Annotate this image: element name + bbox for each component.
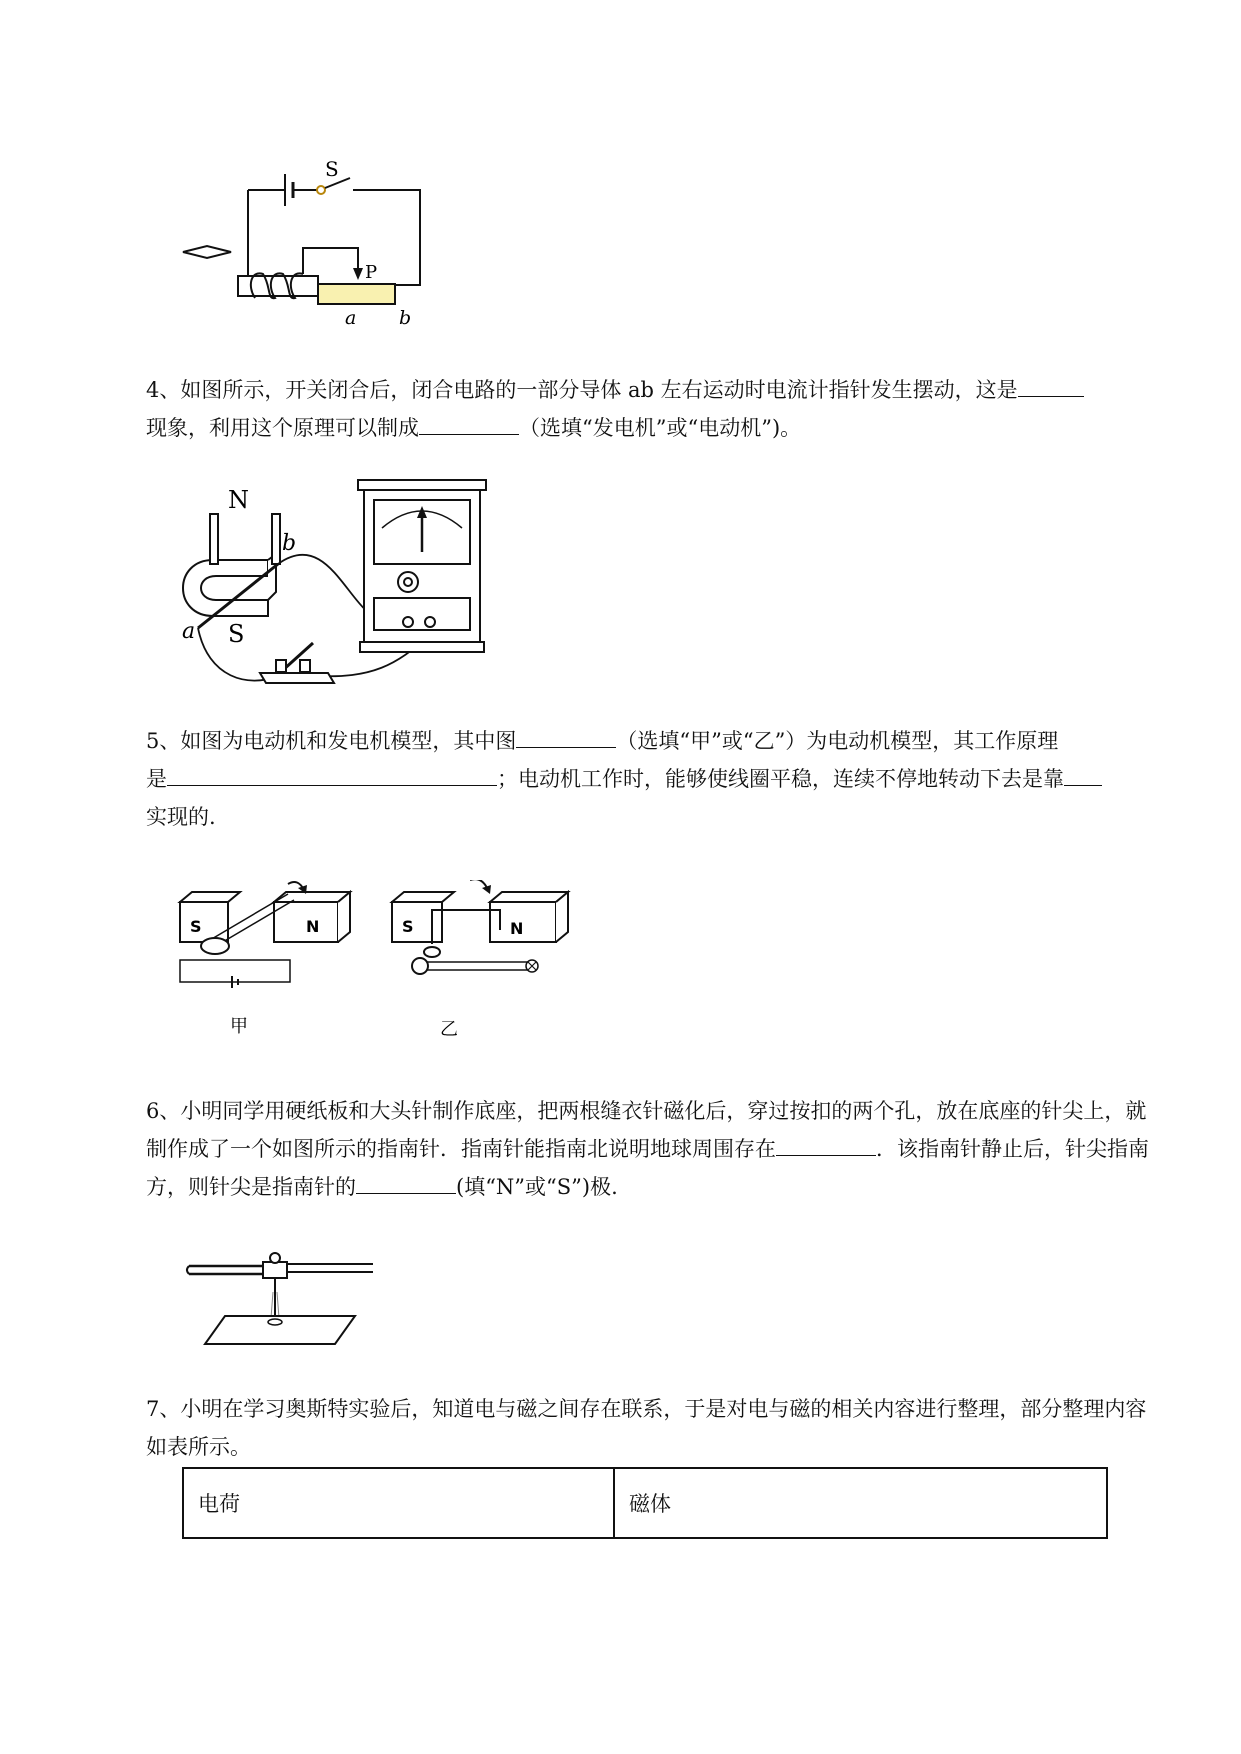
caption-yi: 乙 [440,1019,458,1040]
generator-pole-n: N [510,919,524,938]
q5-text-2: （选填“甲”或“乙”）为电动机模型，其工作原理 [616,729,1059,753]
terminal-left [403,617,413,627]
galvanometer-top [358,480,486,490]
q5-text-4: ；电动机工作时，能够使线圈平稳，连续不停地转动下去是靠 [497,767,1064,791]
q6-text-1: 6、小明同学用硬纸板和大头针制作底座，把两根缝衣针磁化后，穿过按扣的两个孔，放在底座的针尖上，就制作成了一个如图所示的指南针．指南针能指南北说明地球周围存在 [146,1099,1147,1161]
table-row [183,1468,1107,1538]
q5-text-3: 是 [146,767,167,791]
q5-blank-2[interactable] [167,761,497,786]
question-7 [146,1390,1150,1466]
q6-compass-figure [185,1248,375,1348]
end-b-label: b [282,531,297,556]
generator-pole-s: S [402,917,414,936]
q3-circuit-svg [175,160,445,330]
table-cell-charge: 电荷 [183,1468,614,1538]
magnet-n-label: N [228,486,249,514]
q4-text-3: （选填“发电机”或“电动机”)。 [519,416,802,440]
knife-switch-base [260,673,334,683]
motor-pole-n: N [306,917,320,936]
q5-blank-1[interactable] [516,723,616,748]
compass-needle [183,246,231,258]
q7-table [182,1467,1108,1539]
q6-blank-2[interactable] [356,1169,456,1194]
slider-arrow [353,268,363,280]
caption-jia: 甲 [230,1016,248,1037]
terminal-right [425,617,435,627]
q4-induction-svg [168,478,498,698]
q6-text-3: (填“N”或“S”)极. [456,1175,618,1199]
question-4 [146,371,1150,447]
snap-button [263,1262,287,1278]
slider-label: P [365,262,378,283]
table-cell-magnet: 磁体 [614,1468,1107,1538]
needle-right [285,1264,373,1272]
magnet-s-label: S [228,620,245,648]
q6-text-2: ．该指南针静止后，针尖指南方，则针尖是指南针的 [146,1137,1149,1199]
rheostat [318,284,395,304]
switch-label: S [325,160,339,181]
q7-text-1: 7、小明在学习奥斯特实验后，知道电与磁之间存在联系，于是对电与磁的相关内容进行整理，部分整理内容如表所示。 [146,1397,1147,1459]
question-6 [146,1092,1150,1206]
generator-model [392,880,568,1040]
q4-induction-figure [168,478,498,698]
question-5 [146,722,1150,836]
q5-text-5: 实现的. [146,805,216,829]
q5-blank-3[interactable] [1064,761,1102,786]
q6-blank-1[interactable] [776,1131,876,1156]
motor-model [180,882,350,1037]
q4-blank-1[interactable] [1018,372,1084,397]
motor-pole-s: S [190,917,202,936]
q5-models-figure [170,880,590,1055]
needle-left [189,1266,265,1274]
end-b-label: b [399,307,412,329]
q6-compass-svg [185,1248,375,1348]
q5-models-svg [170,880,590,1055]
q4-blank-2[interactable] [419,410,519,435]
switch-pivot [317,186,325,194]
q3-circuit-figure [175,160,445,330]
q5-text-1: 5、如图为电动机和发电机模型，其中图 [146,729,517,753]
end-a-label: a [182,619,196,644]
q4-text-1: 4、如图所示，开关闭合后，闭合电路的一部分导体 ab 左右运动时电流计指针发生摆动，这是 [146,378,1018,402]
q4-text-2: 现象，利用这个原理可以制成 [146,416,419,440]
end-a-label: a [345,307,357,329]
